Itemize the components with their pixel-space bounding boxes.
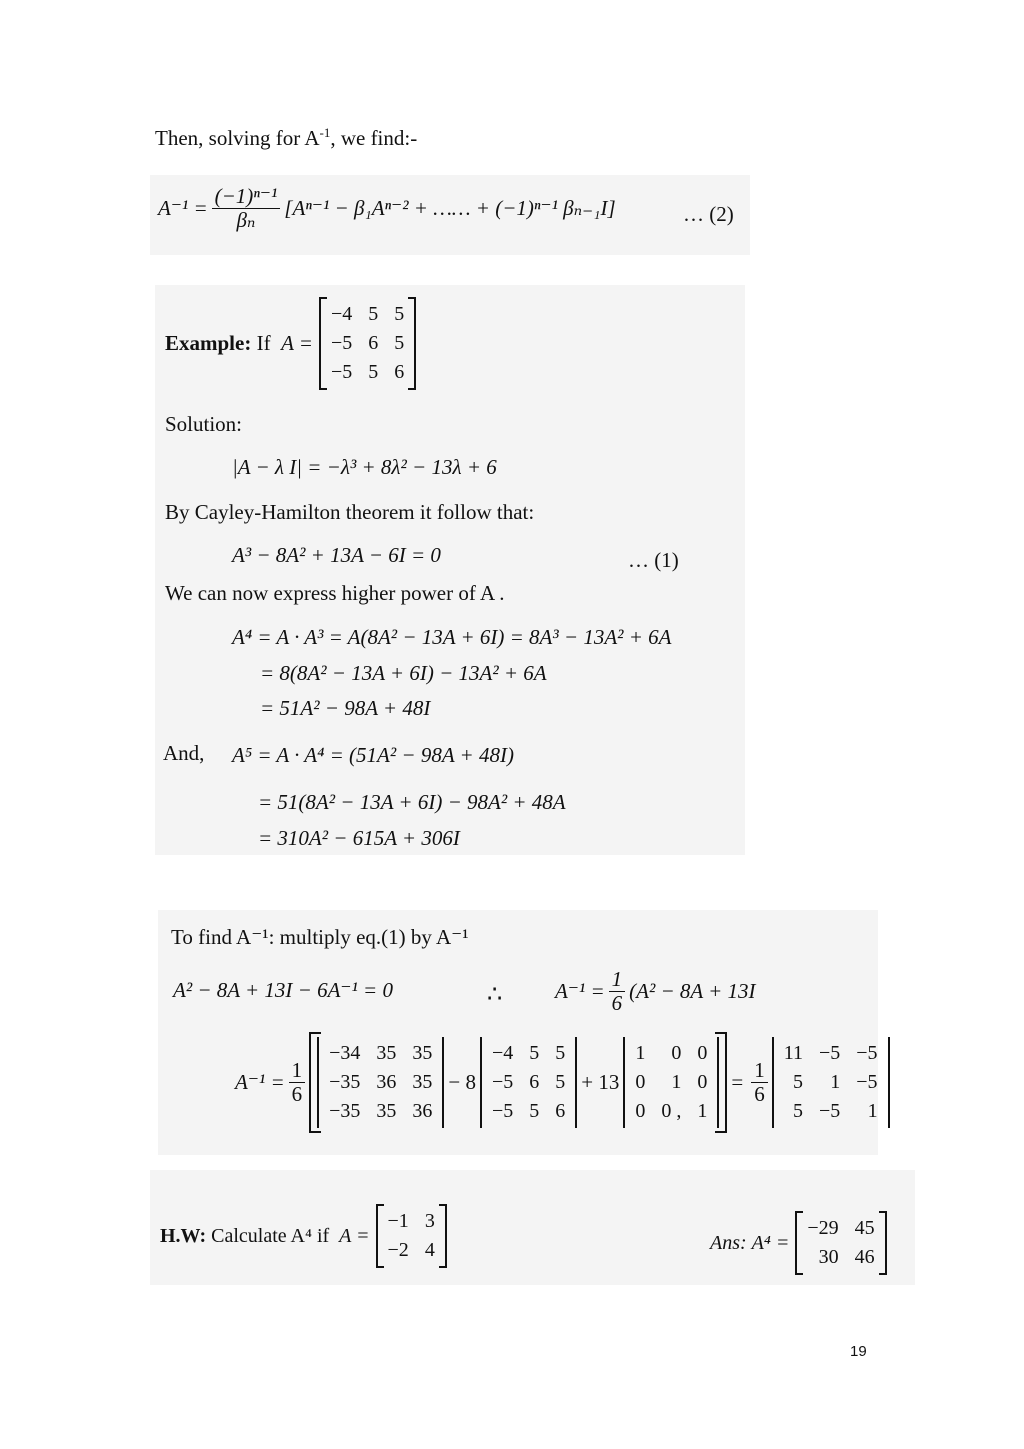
matrix-cell: −5 xyxy=(856,1071,878,1093)
matrix-row xyxy=(627,1039,715,1068)
matrix-cell: 5 xyxy=(368,303,379,325)
cayley-hamilton-text: By Cayley-Hamilton theorem it follow that: xyxy=(165,500,535,524)
example-matrix xyxy=(319,298,416,389)
matrix-cell: 46 xyxy=(854,1246,875,1268)
matrix-cell: 35 xyxy=(412,1071,433,1093)
matrix-cell: 1 xyxy=(671,1071,682,1093)
matrix-row xyxy=(321,1068,440,1097)
matrix-cell: 5 xyxy=(555,1042,566,1064)
matrix-row xyxy=(799,1243,882,1272)
matrix-cell: −5 xyxy=(492,1071,514,1093)
matrix-cell: 6 xyxy=(394,361,405,383)
bracket-group: −34 35 35 −35 36 35 −35 35 36 − 8 −4 5 5 −5 6 5 −5 5 6 + 13 1 0 0 0 1 0 0 0 , 1 xyxy=(309,1035,727,1130)
equation-1-tag: … (1) xyxy=(628,548,679,572)
matrix-cell: 5 xyxy=(394,303,405,325)
matrix-cell: 0 , xyxy=(661,1100,682,1122)
matrix-row xyxy=(484,1039,573,1068)
a4-line-2: = 8(8A² − 13A + 6I) − 13A² + 6A xyxy=(260,661,547,685)
a4-line-1: A⁴ = A · A³ = A(8A² − 13A + 6I) = 8A³ − 13A² + 6A xyxy=(232,625,672,649)
matrix-cell: 35 xyxy=(376,1042,397,1064)
matrix-cell: −5 xyxy=(856,1042,878,1064)
matrix-cell: −4 xyxy=(492,1042,514,1064)
matrix-cell: 6 xyxy=(555,1100,566,1122)
matrix-row xyxy=(776,1068,886,1097)
matrix-cell: 5 xyxy=(368,361,379,383)
page-number: 19 xyxy=(850,1343,867,1360)
matrix-cell: 5 xyxy=(793,1071,803,1093)
matrix-row xyxy=(776,1039,886,1068)
matrix-cell: −35 xyxy=(329,1071,361,1093)
homework-block: H.W: Calculate A⁴ if A = −1 3 −2 4 xyxy=(160,1205,447,1267)
matrix-m1 xyxy=(317,1037,444,1128)
matrix-cell: 0 xyxy=(697,1071,708,1093)
matrix-cell: 6 xyxy=(529,1071,540,1093)
matrix-row xyxy=(380,1207,443,1236)
matrix-cell: 0 xyxy=(635,1071,646,1093)
matrix-cell: −2 xyxy=(387,1239,409,1261)
matrix-cell: −34 xyxy=(329,1042,361,1064)
matrix-cell: 5 xyxy=(529,1042,540,1064)
matrix-cell: 5 xyxy=(529,1100,540,1122)
matrix-cell: 0 xyxy=(671,1042,682,1064)
matrix-cell: −35 xyxy=(329,1100,361,1122)
a4-line-3: = 51A² − 98A + 48I xyxy=(260,696,431,720)
matrix-cell: −5 xyxy=(330,361,353,383)
matrix-cell: 36 xyxy=(376,1071,397,1093)
matrix-cell: 35 xyxy=(412,1042,433,1064)
matrix-cell: 30 xyxy=(818,1246,839,1268)
example-block: Example: If A = −4 5 5 −5 6 5 −5 5 6 xyxy=(165,298,416,389)
and-label: And, xyxy=(163,741,205,765)
matrix-row xyxy=(380,1236,443,1265)
matrix-cell: −4 xyxy=(330,303,353,325)
intro-text: Then, solving for $A^{-1}$, we find:- xyxy=(155,125,418,150)
matrix-cell: 1 xyxy=(697,1100,708,1122)
a5-line-1: A⁵ = A · A⁴ = (51A² − 98A + 48I) xyxy=(232,743,514,767)
matrix-row xyxy=(321,1097,440,1126)
matrix-cell: 6 xyxy=(368,332,379,354)
matrix-cell: 45 xyxy=(854,1217,875,1239)
inverse-result: A⁻¹ = $\frac{1}{6}$ (A² − 8A + 13I xyxy=(555,967,756,1016)
formula-tag: … (2) xyxy=(683,202,734,226)
matrix-row xyxy=(484,1097,573,1126)
matrix-cell: −5 xyxy=(330,332,353,354)
a5-line-2: = 51(8A² − 13A + 6I) − 98A² + 48A xyxy=(258,790,566,814)
matrix-cell: −1 xyxy=(387,1210,409,1232)
matrix-result xyxy=(772,1037,890,1128)
a5-line-3: = 310A² − 615A + 306I xyxy=(258,826,460,850)
answer-matrix xyxy=(795,1212,886,1274)
matrix-cell: −5 xyxy=(819,1100,841,1122)
matrix-cell: 5 xyxy=(555,1071,566,1093)
solution-label: Solution: xyxy=(165,412,243,436)
matrix-cell: 11 xyxy=(783,1042,803,1064)
matrix-cell: 3 xyxy=(424,1210,435,1232)
matrix-row xyxy=(627,1097,715,1126)
inverse-matrix-expression: A⁻¹ = $\frac{1}{6}$ −34 35 35 −35 36 35 −35 35 36 − 8 −4 5 5 −5 6 5 −5 5 6 + 13 1 0 0 0 1 0 0 0 , 1 = $\frac{1}{6}$ 11 −5 −5 5 1 −5 5 −5 1 xyxy=(235,1035,890,1130)
matrix-row xyxy=(321,1039,440,1068)
matrix-cell: −5 xyxy=(819,1042,841,1064)
matrix-row xyxy=(323,300,412,329)
matrix-cell: 1 xyxy=(830,1071,841,1093)
therefore-symbol: ∴ xyxy=(487,982,503,1008)
matrix-cell: 4 xyxy=(424,1239,435,1261)
express-text: We can now express higher power of A . xyxy=(165,581,505,605)
matrix-cell: 35 xyxy=(376,1100,397,1122)
matrix-cell: 5 xyxy=(793,1100,803,1122)
matrix-cell: 5 xyxy=(394,332,405,354)
matrix-cell: −5 xyxy=(492,1100,514,1122)
matrix-cell: 0 xyxy=(697,1042,708,1064)
matrix-cell: 36 xyxy=(412,1100,433,1122)
matrix-cell: 1 xyxy=(635,1042,646,1064)
matrix-row xyxy=(484,1068,573,1097)
inverse-formula: A⁻¹ = $\frac{\text{(−1)ⁿ⁻¹}}{\text{βₙ}}$ [Aⁿ⁻¹ − β₁Aⁿ⁻² + …… + (−1)ⁿ⁻¹ βₙ₋₁I] xyxy=(158,184,616,233)
matrix-m2 xyxy=(480,1037,577,1128)
characteristic-polynomial: |A − λ I| = −λ³ + 8λ² − 13λ + 6 xyxy=(232,455,497,479)
matrix-row xyxy=(323,329,412,358)
matrix-cell: 0 xyxy=(635,1100,646,1122)
matrix-cell: −29 xyxy=(807,1217,839,1239)
matrix-cell: 1 xyxy=(867,1100,878,1122)
matrix-identity xyxy=(623,1037,719,1128)
answer-block: Ans: A⁴ = −29 45 30 46 xyxy=(710,1212,887,1274)
matrix-row xyxy=(799,1214,882,1243)
matrix-row xyxy=(776,1097,886,1126)
inverse-equation: A² − 8A + 13I − 6A⁻¹ = 0 xyxy=(173,978,393,1002)
inverse-intro: To find A⁻¹: multiply eq.(1) by A⁻¹ xyxy=(171,925,469,949)
matrix-row xyxy=(323,358,412,387)
equation-1: A³ − 8A² + 13A − 6I = 0 xyxy=(232,543,441,567)
matrix-row xyxy=(627,1068,715,1097)
hw-matrix xyxy=(376,1205,447,1267)
